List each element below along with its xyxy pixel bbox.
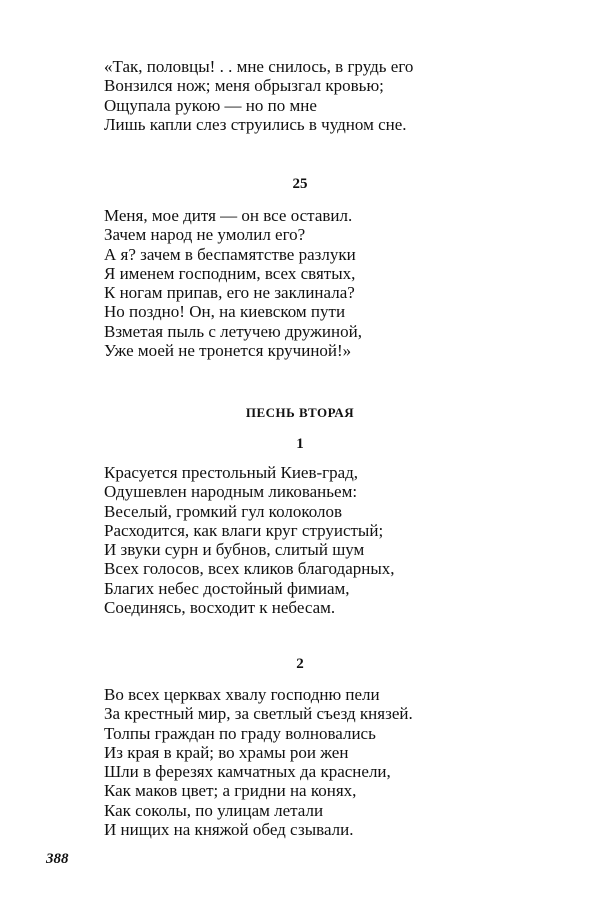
stanza-1 xyxy=(104,463,544,617)
verse-line: И звуки сурн и бубнов, слитый шум xyxy=(104,540,365,560)
verse-line: Шли в ферезях камчатных да краснели, xyxy=(104,762,391,782)
verse-line: Толпы граждан по граду волновались xyxy=(104,723,376,743)
verse-line: Взметая пыль с летучею дружиной, xyxy=(104,321,362,341)
section-number-25: 25 xyxy=(292,176,308,192)
verse-line: Веселый, громкий гул колоколов xyxy=(104,501,343,521)
verse-line: Уже моей не тронется кручиной!» xyxy=(104,341,352,361)
section-number-2: 2 xyxy=(296,656,304,672)
verse-line: И нищих на княжой обед сзывали. xyxy=(104,820,354,840)
verse-line: «Так, половцы! . . мне снилось, в грудь его xyxy=(104,57,414,76)
verse-line: А я? зачем в беспамятстве разлуки xyxy=(104,244,356,264)
page-number: 388 xyxy=(46,851,69,867)
stanza-2 xyxy=(104,685,544,839)
verse-line: Благих небес достойный фимиам, xyxy=(104,578,350,598)
verse-line: Всех голосов, всех кликов благодарных, xyxy=(104,559,395,579)
verse-line: К ногам припав, его не заклинала? xyxy=(104,283,355,303)
verse-line: Но поздно! Он, на киевском пути xyxy=(104,302,346,322)
verse-line: Красуется престольный Киев-град, xyxy=(104,463,359,482)
verse-line: Одушевлен народным ликованьем: xyxy=(104,482,358,502)
verse-line: Во всех церквах хвалу господню пели xyxy=(104,685,380,704)
section-number-1: 1 xyxy=(296,436,304,452)
verse-line: Ощупала рукою — но по мне xyxy=(104,95,317,115)
verse-line: Как соколы, по улицам летали xyxy=(104,800,324,820)
verse-line: Как маков цвет; а гридни на конях, xyxy=(104,781,357,801)
verse-line: Зачем народ не умолил его? xyxy=(104,225,306,245)
verse-line: Расходится, как влаги круг струистый; xyxy=(104,520,384,540)
verse-line: Из края в край; во храмы рои жен xyxy=(104,742,349,762)
song-heading: ПЕСНЬ ВТОРАЯ xyxy=(245,405,355,420)
stanza-opening xyxy=(104,57,544,134)
verse-line: Я именем господним, всех святых, xyxy=(104,263,356,283)
verse-line: За крестный мир, за светлый съезд князей. xyxy=(104,704,413,724)
stanza-25 xyxy=(104,206,544,360)
verse-line: Лишь капли слез струились в чудном сне. xyxy=(104,114,407,134)
verse-line: Вонзился нож; меня обрызгал кровью; xyxy=(104,76,384,96)
verse-line: Меня, мое дитя — он все оставил. xyxy=(104,206,353,225)
verse-line: Соединясь, восходит к небесам. xyxy=(104,598,336,618)
